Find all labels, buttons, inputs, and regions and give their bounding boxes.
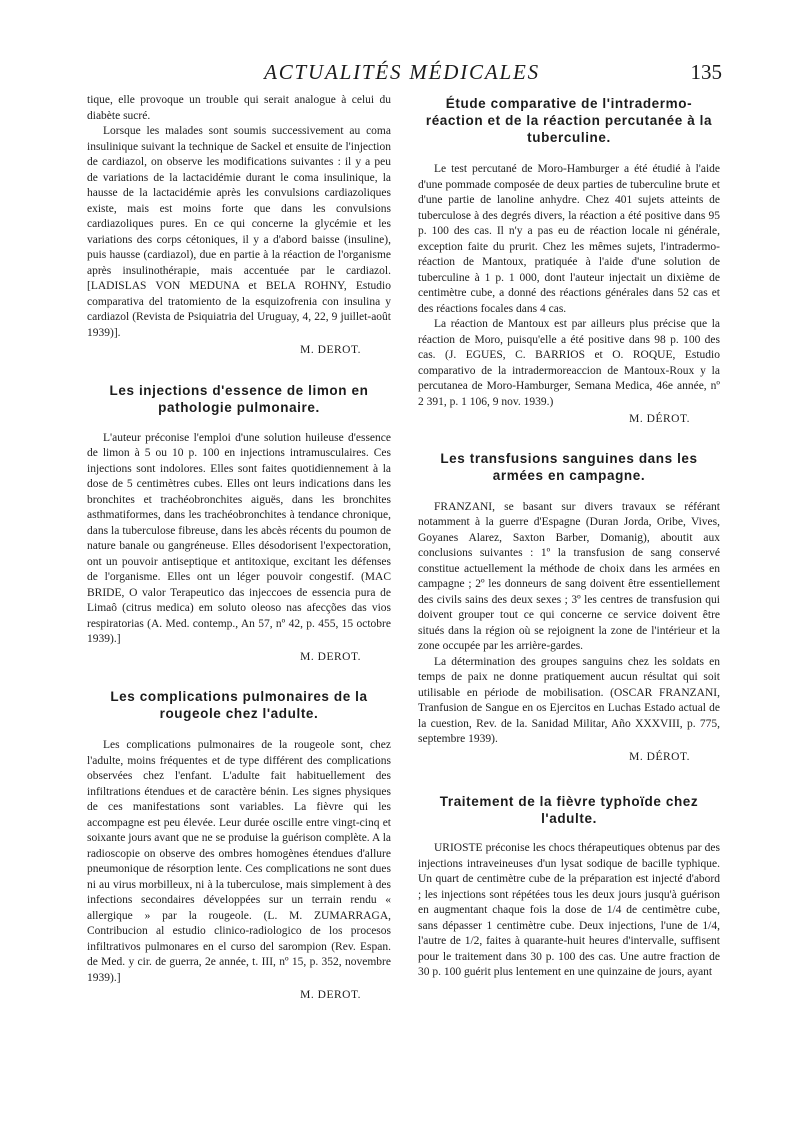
article-signature-rougeole: M. DEROT. xyxy=(300,989,361,1001)
article-title-tuberculine: Étude comparative de l'intradermo-réaction et de la réaction percutanée à la tuberculine. xyxy=(425,96,713,145)
intro-paragraph: Lorsque les malades sont soumis successivement au coma insulinique suivant la technique de Sackel et ensuite de l'injection de cardiazol, on observe les modifications suivantes : il y a peu de variations de la lactacidémie durant le coma insulinique, la hausse de la lactacidémie après les convulsions cardiazoliques existe, mais est moins forte que dans les convulsions cardiazoliques pures. En ce qui concerne la glycémie et les variations des corps cétoniques, il y a d'abord baisse (insuline), puis hausse (cardiazol), due en partie à la réaction de l'organisme après insulinothérapie, mais accentuée par le cardiazol. [LADISLAS VON MEDUNA et BELA ROHNY, Estudio comparativa del tratomiento de la esquizofrenia con insulina y cardiazol (Revista de Psiquiatria del Uruguay, 4, 22, 9 juillet-août 1939)]. xyxy=(87,125,391,339)
right-column xyxy=(418,93,720,981)
article-title-typhoide: Traitement de la fièvre typhoïde chez l'adulte. xyxy=(439,794,699,826)
article-body-limon: L'auteur préconise l'emploi d'une solution huileuse d'essence de limon à 5 ou 10 p. 100 en injections intramusculaires. Ces injections sont indolores. Elles sont faites quotidiennement à la dose de 5 centimètres cubes. Elles ont leurs indications dans les bronchites et trachéobronchites aiguës, dans les bronchites asthmatiformes, dans les trachéobronchites à tendance chronique, dans la tuberculose fibreuse, dans les abcès récents du poumon de nature banale ou gangréneuse. Elles désodorisent l'expectoration, ont un pouvoir antiseptique et antitoxique, excitant les défenses de l'organisme. Elles ont un léger pouvoir congestif. (MAC BRIDE, O valor Terapeutico das injeccoes de essencia pura de Limaô (citrus medica) em soluto oleoso nas afecções das vios respiratorias (A. Med. contemp., An 57, nº 42, p. 455, 15 octobre 1939).] xyxy=(87,431,391,645)
left-column xyxy=(87,93,391,1004)
running-header xyxy=(82,60,722,90)
article-title-rougeole: Les complications pulmonaires de la rougeole chez l'adulte. xyxy=(110,689,368,721)
article-title-transfusions: Les transfusions sanguines dans les armées en campagne. xyxy=(440,450,698,483)
intro-continued-paragraph: tique, elle provoque un trouble qui serait analogue à celui du diabète sucré. xyxy=(87,94,391,122)
article-body-rougeole: Les complications pulmonaires de la rougeole sont, chez l'adulte, moins fréquentes et de type différent des complications observées chez l'enfant. L'adulte fait habituellement des infiltrations étendues et de caractère bénin. Les signes physiques de ces manifestations sont variables. La fièvre qui les accompagne est peu élevée. Leur durée oscille entre vingt-cinq et soixante jours avant que ne se produise la guérison complète. A la radioscopie on observe des ombres homogènes étendues d'allure pneumonique de résorption lente. Ces complications ne sont dues ni au virus morbilleux, ni à la tuberculose, mais simplement à des infections secondaires développées sur un terrain rendu « allergique » par la rougeole. (L. M. ZUMARRAGA, Contribucion al estudio clinico-radiologico de los procesos infiltrativos pulmonares en el curso del sarompion (Rev. Espan. de Med. y cir. de guerra, 2e année, t. III, nº 15, p. 352, novembre 1939).] xyxy=(87,739,391,984)
article-paragraph-tuberculine-2: La réaction de Mantoux est par ailleurs plus précise que la réaction de Moro, puisqu'elle a été positive dans 98 p. 100 des cas. (J. EGUES, C. BARRIOS et O. ROQUE, Estudio comparativo de la intradermoreaccion de Mantoux-Roux y la percutanea de Moro-Hamburger, Semana Medica, 46e année, nº 2 391, p. 1 106, 9 nov. 1939.) xyxy=(418,318,720,408)
article-paragraph-transfusions-2: La détermination des groupes sanguins chez les soldats en temps de paix ne donne pratiquement aucun résultat qui soit utilisable en période de mobilisation. (OSCAR FRANZANI, Tranfusion de Sangue en os Ejercitos en Luchas Estado actual de la cuestion, Rev. de la. Sanidad Militar, Año XXXVIII, p. 775, septembre 1939). xyxy=(418,655,720,745)
article-paragraph-tuberculine-1: Le test percutané de Moro-Hamburger a été étudié à l'aide d'une pommade composée de deux parties de tuberculine brute et d'une partie de lanoline anhydre. Chez 401 sujets atteints de tuberculose à des degrés divers, la réaction a été positive dans 95 p. 100 des cas. Il n'y a pas eu de réaction locale ni générale, exception faite du prurit. Chez les mêmes sujets, l'intradermo-réaction de Mantoux, pratiquée à l'aide d'une solution de tuberculine à 1 p. 1 000, dont l'auteur injectait un dixième de centimètre cube, a donné des réactions générales dans 52 cas et des réactions focales dans 4 cas. xyxy=(418,163,720,315)
running-title: ACTUALITÉS MÉDICALES xyxy=(264,60,540,84)
article-signature-limon: M. DEROT. xyxy=(300,650,361,663)
article-title-limon: Les injections d'essence de limon en pathologie pulmonaire. xyxy=(109,382,369,415)
article-signature-transfusions: M. DÉROT. xyxy=(629,750,690,763)
article-paragraph-transfusions-1: FRANZANI, se basant sur divers travaux se référant notamment à la guerre d'Espagne (Duran Jorda, Oribe, Vives, Goyanes Alarez, Saxton Barber, Domanig), aboutit aux conclusions suivantes : 1º la transfusion de sang conservé constitue actuellement la méthode de choix dans les armées en campagne ; 2º les donneurs de sang doivent être essentiellement des civils sains des deux sexes ; 3º les centres de transfusion qui doivent grouper tout ce qui concerne ce service doivent être situés dans la région où se rejoignent la zone de l'intérieur et la zone occupée par les arrière-gardes. xyxy=(418,500,720,652)
article-body-typhoide: URIOSTE préconise les chocs thérapeutiques obtenus par des injections intraveineuses d'un lysat sodique de bacille typhique. Un quart de centimètre cube de la préparation est injecté d'abord ; les injections sont répétées tous les deux jours jusqu'à guérison en augmentant chaque fois la dose de 1/4 de centimètre cube, sans dépasser 1 centimètre cube. Deux injections, l'une de 1/4, l'autre de 1/2, faites à quarante-huit heures d'intervalle, suffisent pour le traitement dans 30 p. 100 des cas. Une autre fraction de 30 p. 100 guérit plus lentement en une quinzaine de jours, ayant xyxy=(418,842,720,978)
page-number: 135 xyxy=(690,60,722,84)
intro-signature: M. DEROT. xyxy=(300,344,361,356)
article-signature-tuberculine: M. DÉROT. xyxy=(629,413,690,425)
